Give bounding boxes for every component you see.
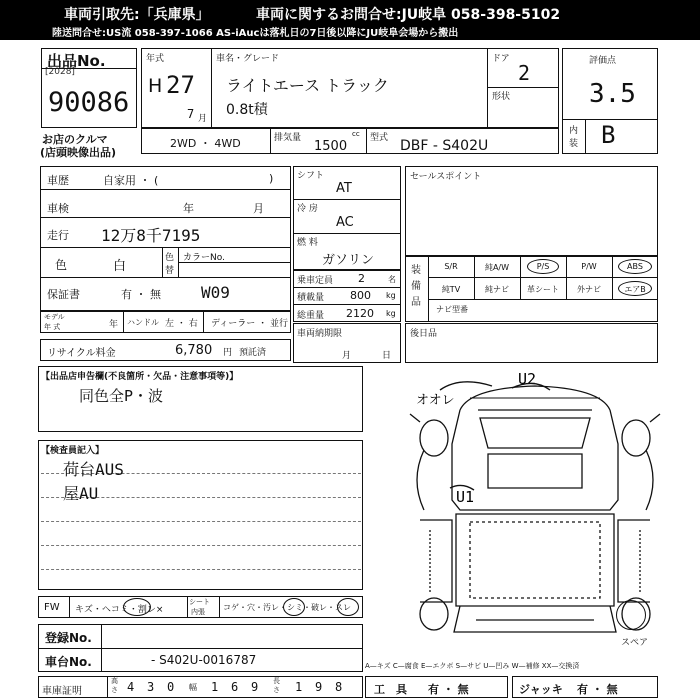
length-digit-1: 1 [295, 680, 303, 694]
displacement-label: 排気量 [274, 133, 302, 143]
vehicle-info-box [141, 48, 559, 128]
recycle-label: リサイクル料金 [47, 348, 116, 359]
displacement-unit: cc [352, 130, 360, 138]
year-label: 年式 [146, 54, 165, 64]
lot-tag: [2028] [45, 67, 75, 77]
damage-legend-exterior: キズ・ヘコミ・割レ× [75, 605, 164, 615]
year-era: H [148, 75, 163, 97]
jack-label: ジャッキ [519, 683, 563, 696]
height-digit-1: 4 [127, 680, 135, 694]
color-change-bottom: 替 [165, 266, 175, 276]
model-year-row [40, 311, 291, 333]
delivery-day: 日 [382, 351, 392, 361]
length-digit-2: 9 [315, 680, 323, 694]
delivery-box [293, 323, 401, 363]
ac-value: AC [336, 215, 354, 230]
shop-video-caption: (店頭映像出品) [40, 146, 117, 159]
height-label: 高さ [111, 677, 118, 694]
damage-legend-interior: コゲ・穴・汚レ・シミ・破レ・スレ [223, 603, 351, 612]
seller-notes-label: 【出品店申告欄(不良箇所・欠品・注意事項等)】 [41, 372, 239, 382]
chassis-label: 車台No. [45, 655, 92, 669]
garage-cert-label: 車庫証明 [42, 686, 82, 697]
gross-value: 2120 [346, 307, 374, 320]
model-year-bottom: 年 式 [44, 323, 61, 331]
interior-label-top: 内 [569, 126, 579, 136]
inspector-notes-box [38, 440, 363, 590]
score-box [562, 48, 658, 154]
lot-box [41, 48, 137, 128]
name-label: 車名・グレード [216, 54, 280, 64]
equip-power-windows: P/W [581, 262, 597, 271]
equip-alloy-wheels: 純A/W [484, 263, 510, 272]
history-close: ) [269, 172, 274, 185]
color-value: 白 [113, 259, 127, 274]
shift-value: AT [336, 181, 352, 196]
navi-model-label: ナビ型番 [436, 305, 468, 314]
inspector-note-2: 屋AU [63, 484, 99, 503]
fuel-value: ガソリン [322, 253, 375, 268]
drive-value: 2WD ・ 4WD [170, 137, 241, 150]
equip-power-steering: P/S [536, 262, 550, 271]
load-value: 800 [350, 289, 371, 302]
jack-box [512, 676, 658, 698]
garage-cert-box [38, 676, 363, 698]
seller-notes-box [38, 366, 363, 432]
height-digit-2: 3 [147, 680, 155, 694]
model-year-top: モデル [44, 313, 65, 321]
length-digit-3: 8 [335, 680, 343, 694]
spare-label: スペア [621, 638, 649, 648]
gross-unit: kg [386, 309, 396, 318]
width-digit-2: 6 [231, 680, 239, 694]
score-label: 評価点 [589, 56, 617, 66]
equipment-box [405, 256, 658, 322]
seat-label-top: シート [189, 598, 210, 606]
year-month-unit: 月 [198, 114, 208, 124]
interior-value: B [601, 121, 616, 149]
equipment-label: 装備品 [411, 265, 421, 308]
seller-notes-text: 同色全P・波 [79, 387, 164, 405]
tools-label: 工 具 [374, 683, 407, 696]
recycle-value: 6,780 [175, 343, 213, 358]
warranty-value: 有 ・ 無 [121, 288, 161, 301]
capacity-unit: 名 [388, 275, 396, 284]
equip-abs: ABS [627, 262, 643, 271]
sales-point-label: セールスポイント [410, 172, 482, 182]
sales-point-box [405, 166, 658, 256]
shop-car-caption: お店のクルマ [42, 133, 108, 146]
tools-value: 有 ・ 無 [428, 683, 469, 696]
capacity-label: 乗車定員 [297, 276, 334, 286]
transport-contact: 陸送問合せ:US流 058-397-1066 AS-iAucは落札日の7日後以降にJU岐阜会場から搬出 [52, 28, 459, 39]
inspector-notes-label: 【検査員記入】 [41, 446, 105, 456]
equip-tv: 純TV [441, 285, 461, 294]
equip-aftermarket-navi: 外ナビ [577, 285, 601, 294]
inspection-year-unit: 年 [183, 202, 194, 215]
length-label: 長さ [273, 677, 280, 694]
chassis-value: - S402U-0016787 [151, 653, 257, 667]
handle-value: 左 ・ 右 [165, 319, 198, 329]
fuel-label: 燃 料 [297, 238, 318, 248]
recycle-row [40, 339, 291, 361]
circled-power-steering [527, 259, 559, 274]
tools-box [365, 676, 508, 698]
car-name: ライトエース トラック [226, 76, 389, 95]
inspector-note-1: 荷台AUS [63, 460, 124, 479]
doors-value: 2 [518, 61, 531, 85]
recycle-unit: 円 [223, 348, 233, 358]
lot-label: 出品No. [47, 52, 106, 70]
fw-label: FW [44, 602, 60, 613]
circled-abs [618, 259, 652, 274]
model-value: DBF - S402U [400, 138, 489, 154]
later-items-box [405, 323, 658, 363]
interior-label-bottom: 装 [569, 139, 579, 149]
car-grade: 0.8t積 [226, 102, 268, 118]
year-value: 27 [166, 71, 195, 99]
model-label: 型式 [370, 133, 389, 143]
history-table [40, 166, 291, 311]
delivery-label: 車両納期限 [297, 329, 343, 339]
circled-airbag [618, 281, 652, 296]
year-month: 7 [187, 107, 195, 121]
warranty-label: 保証書 [47, 288, 80, 301]
recycle-note: 預託済 [239, 348, 267, 358]
load-label: 積載量 [297, 293, 325, 303]
header-bar [0, 0, 700, 40]
history-label: 車歴 [47, 174, 69, 187]
color-no-value: W09 [201, 283, 230, 302]
score-value: 3.5 [589, 79, 636, 109]
doors-label: ドア [492, 54, 510, 64]
later-items-label: 後日品 [410, 329, 438, 339]
equip-navi: 純ナビ [485, 285, 509, 294]
spec-box [141, 128, 559, 154]
handle-label: ハンドル [127, 318, 159, 327]
width-label: 幅 [189, 683, 197, 692]
capacity-value: 2 [358, 272, 365, 285]
diagram-mark-u2: U2 [518, 370, 537, 388]
width-digit-1: 1 [211, 680, 219, 694]
equip-airbag: エアB [624, 285, 646, 294]
equip-sunroof: S/R [444, 262, 458, 271]
damage-legend-row [38, 596, 363, 618]
ac-label: 冷 房 [297, 204, 318, 214]
load-unit: kg [386, 291, 396, 300]
pickup-location: 車両引取先:「兵庫県」 [64, 7, 210, 23]
diagram-mark-u1: U1 [456, 488, 475, 506]
height-digit-3: 0 [167, 680, 175, 694]
model-year-unit: 年 [109, 320, 119, 330]
dealer-value: ディーラー ・ 並行 [211, 319, 289, 329]
registration-box [38, 624, 363, 672]
mileage-value: 12万8千7195 [101, 226, 201, 245]
drivetrain-table [293, 166, 401, 270]
inspection-month-unit: 月 [253, 202, 264, 215]
weight-table [293, 270, 401, 322]
delivery-month: 月 [342, 351, 352, 361]
shift-label: シフト [297, 171, 325, 181]
registration-label: 登録No. [45, 631, 92, 645]
color-no-label: カラーNo. [183, 253, 225, 263]
lot-number: 90086 [48, 87, 130, 118]
shape-label: 形状 [492, 92, 511, 102]
inspection-label: 車検 [47, 202, 69, 215]
color-change-top: 色 [165, 253, 175, 263]
color-label: 色 [55, 258, 68, 272]
seat-label-bottom: 内張 [191, 608, 205, 616]
width-digit-3: 9 [251, 680, 259, 694]
diagram-mark-side: オオレ [416, 393, 455, 408]
displacement-value: 1500 [314, 139, 348, 154]
mileage-label: 走行 [47, 229, 69, 242]
damage-key-legend: A—キズ C—腐食 E—エクボ S—サビ U—凹み W—補修 XX—交換済 [365, 662, 580, 670]
equip-leather-seats: 革シート [527, 285, 559, 294]
gross-label: 総重量 [297, 311, 325, 321]
jack-value: 有 ・ 無 [577, 683, 618, 696]
contact-phone: 車両に関するお問合せ:JU岐阜 058-398-5102 [256, 7, 561, 23]
spare-tire-icon [616, 600, 646, 630]
history-value: 自家用 ・ ( [103, 174, 159, 187]
